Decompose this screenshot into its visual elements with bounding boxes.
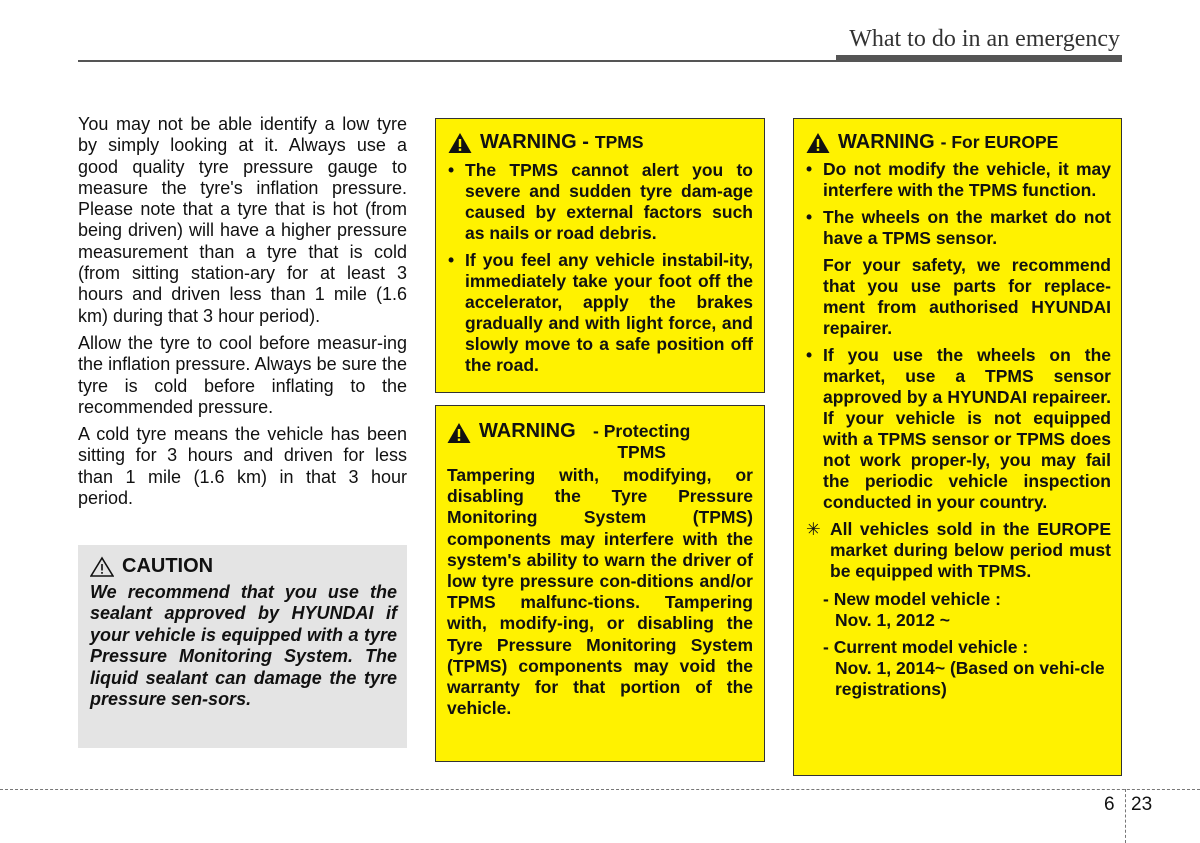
- warning-box-europe: [793, 118, 1122, 776]
- warning-heading: [448, 131, 753, 154]
- warning-bullet: • The TPMS cannot alert you to severe and sudden tyre dam-age caused by external factors such as nails or road debris.: [448, 160, 753, 244]
- warning-subtitle: TPMS: [594, 132, 644, 152]
- date-item: [823, 637, 1111, 700]
- paragraph: Allow the tyre to cool before measur-ing the inflation pressure. Always be sure the tyre is cold before inflating to the recommended pressure.: [78, 332, 407, 417]
- paragraph: You may not be able identify a low tyre by simply looking at it. Always use a good quality tyre pressure gauge to measure the tyre's inflation pressure. Please note that a tyre that is hot (from being driven) will have a higher pressure measurement than a tyre that is cold (from sitting station-ary for at least 3 hours and driven less than 1 mile (1.6 km) during that 3 hour period).: [78, 114, 407, 326]
- warning-title: WARNING: [838, 131, 935, 153]
- warning-triangle-icon: [447, 422, 471, 444]
- warning-heading: [447, 420, 753, 463]
- note-text: All vehicles sold in the EUROPE market during below period must be equipped with TPMS.: [830, 519, 1111, 581]
- body-text-column: [78, 114, 407, 515]
- warning-text: Tampering with, modifying, or disabling the Tyre Pressure Monitoring System (TPMS) components may interfere with the system's ability to warn the driver of low tyre pressure con-ditions and/or TPMS malfunc-tions. Tampering with, modify-ing, or disabling the Tyre Pressure Monitoring System (TPMS) components may void the warranty for that portion of the vehicle.: [447, 465, 753, 719]
- warning-box-protecting-tpms: [435, 405, 765, 762]
- warning-triangle-icon: [806, 132, 830, 154]
- asterisk-icon: ✳: [806, 519, 821, 539]
- warning-triangle-icon: [448, 132, 472, 154]
- caution-triangle-icon: [90, 556, 114, 578]
- date-item: [823, 589, 1111, 631]
- date-item-label: - Current model vehicle :: [823, 637, 1029, 657]
- caution-heading: [90, 555, 397, 578]
- warning-bullet: • If you feel any vehicle instabil-ity, immediately take your foot off the accelerator, apply the brakes gradually and with light force, and slowly move to a safe position off the road.: [448, 250, 753, 376]
- warning-bullet: • The wheels on the market do not have a TPMS sensor.: [806, 207, 1111, 249]
- warning-subtitle: - For EUROPE: [940, 132, 1059, 152]
- warning-bullet-list: [806, 345, 1111, 513]
- warning-bullet-continuation: For your safety, we recommend that you use parts for replace-ment from authorised HYUNDAI repairer.: [823, 255, 1111, 338]
- warning-bullet-list: [806, 159, 1111, 249]
- header-rule: [78, 60, 838, 62]
- warning-bullet: • Do not modify the vehicle, it may interfere with the TPMS function.: [806, 159, 1111, 201]
- footer-page-separator: [1125, 789, 1126, 843]
- warning-bullet-list: [448, 160, 753, 376]
- warning-subtitle: - Protecting TPMS: [593, 421, 691, 462]
- footer-divider: [0, 789, 1200, 790]
- asterisk-note: [806, 519, 1111, 582]
- warning-title: WARNING -: [480, 131, 589, 153]
- caution-box: [78, 545, 407, 748]
- caution-title: CAUTION: [122, 555, 214, 577]
- header-rule-accent: [836, 55, 1122, 62]
- warning-box-tpms: [435, 118, 765, 393]
- paragraph: A cold tyre means the vehicle has been sitting for 3 hours and driven for less than 1 mile (1.6 km) in that 3 hour period.: [78, 424, 407, 509]
- header-title: What to do in an emergency: [849, 26, 1120, 52]
- page-number: 23: [1131, 794, 1153, 815]
- chapter-number: 6: [1104, 794, 1115, 815]
- date-item-value: Nov. 1, 2014~ (Based on vehi-cle registrations): [835, 658, 1105, 699]
- date-item-label: - New model vehicle :: [823, 589, 1001, 609]
- caution-text: We recommend that you use the sealant approved by HYUNDAI if your vehicle is equipped with a tyre Pressure Monitoring System. The liquid sealant can damage the tyre pressure sen-sors.: [90, 582, 397, 710]
- warning-title: WARNING: [479, 420, 576, 442]
- warning-heading: [806, 131, 1111, 154]
- warning-bullet: • If you use the wheels on the market, use a TPMS sensor approved by a HYUNDAI repaireer. If your vehicle is not equipped with a TPMS sensor or TPMS does not work proper-ly, you may fail the periodic vehicle inspection conducted in your country.: [806, 345, 1111, 513]
- date-item-value: Nov. 1, 2012 ~: [835, 610, 950, 630]
